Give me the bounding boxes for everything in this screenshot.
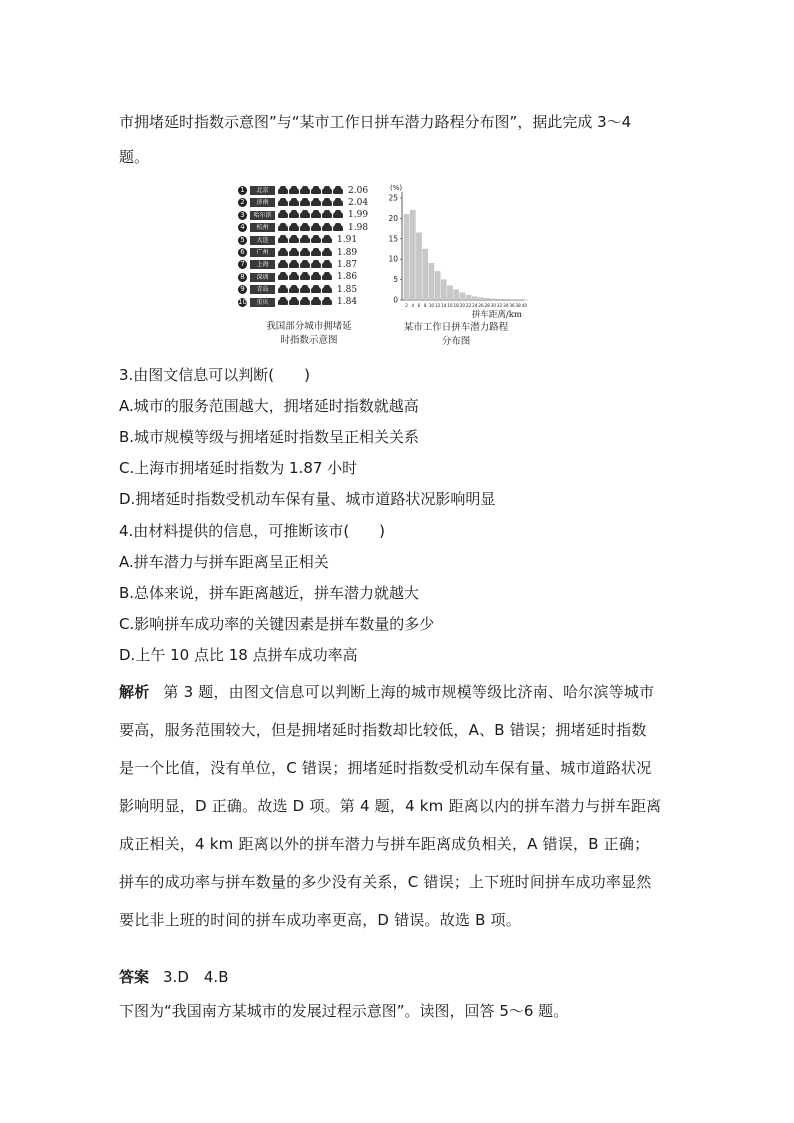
index-value: 2.04 xyxy=(348,197,369,208)
index-value: 1.84 xyxy=(337,297,358,308)
car-icons xyxy=(278,223,344,232)
x-tick-label: 24 xyxy=(472,303,478,308)
answer-label: 答案 xyxy=(119,968,150,986)
city-label: 深圳 xyxy=(250,273,275,282)
car-icon xyxy=(322,262,332,268)
car-icon xyxy=(300,200,310,206)
intro-line-2: 题。 xyxy=(119,148,150,166)
car-icon xyxy=(289,287,299,293)
index-value: 1.85 xyxy=(337,284,358,295)
car-icon xyxy=(278,212,288,218)
bar xyxy=(441,280,446,300)
question-3-option-a: A.城市的服务范围越大，拥堵延时指数就越高 xyxy=(119,397,419,415)
chart-caption-line2: 分布图 xyxy=(441,336,471,347)
explanation-line-3: 是一个比值，没有单位，C 错误；拥堵延时指数受机动车保有量、城市道路状况 xyxy=(119,759,652,777)
car-icons xyxy=(278,273,333,282)
x-tick-label: 38 xyxy=(515,303,521,308)
car-icons xyxy=(278,186,344,195)
bar xyxy=(454,290,459,300)
car-icon xyxy=(322,250,332,256)
congestion-row xyxy=(238,185,368,196)
car-icon xyxy=(322,299,332,305)
rank-badge: 9 xyxy=(238,285,247,294)
figure1-caption-line2: 时指数示意图 xyxy=(280,335,338,346)
car-icon xyxy=(311,274,321,280)
car-icon xyxy=(300,262,310,268)
x-tick-label: 36 xyxy=(509,303,515,308)
carpool-distance-chart xyxy=(376,178,546,348)
question-4-option-d: D.上午 10 点比 18 点拼车成功率高 xyxy=(119,646,358,664)
intro-line-1: 市拥堵延时指数示意图”与“某市工作日拼车潜力路程分布图”，据此完成 3～4 xyxy=(119,113,632,131)
car-icon xyxy=(311,225,321,231)
x-tick-label: 6 xyxy=(417,303,421,308)
x-tick-label: 4 xyxy=(411,303,415,308)
car-icon xyxy=(300,250,310,256)
rank-badge: 8 xyxy=(238,273,247,282)
question-3-option-c: C.上海市拥堵延时指数为 1.87 小时 xyxy=(119,459,358,477)
x-tick-label: 26 xyxy=(478,303,484,308)
car-icons xyxy=(278,236,333,245)
figure1-caption-line1: 我国部分城市拥堵延 xyxy=(266,321,352,332)
x-tick-label: 12 xyxy=(434,303,441,308)
congestion-row xyxy=(238,259,357,270)
bar xyxy=(435,271,440,300)
car-icon xyxy=(278,225,288,231)
bar xyxy=(466,295,471,300)
car-icon xyxy=(322,237,332,243)
car-icon xyxy=(289,200,299,206)
car-icons xyxy=(278,248,333,257)
car-icon xyxy=(289,237,299,243)
car-icon xyxy=(333,200,343,206)
answer-text: 3.D 4.B xyxy=(163,968,229,986)
car-icon xyxy=(322,188,332,194)
car-icon xyxy=(300,287,310,293)
question-3-option-d: D.拥堵延时指数受机动车保有量、城市道路状况影响明显 xyxy=(119,490,496,508)
x-tick-label: 2 xyxy=(405,303,408,308)
carpool-chart-svg xyxy=(376,178,546,348)
car-icon xyxy=(278,188,288,194)
y-tick-label: 10 xyxy=(388,254,398,264)
car-icon xyxy=(333,212,343,218)
rank-badge: 6 xyxy=(238,248,247,257)
index-value: 1.99 xyxy=(348,210,369,221)
bar xyxy=(491,299,496,300)
y-tick-label: 20 xyxy=(388,213,398,223)
city-label: 青岛 xyxy=(250,285,275,294)
answer-line xyxy=(119,966,228,987)
car-icon xyxy=(311,287,321,293)
bar xyxy=(423,249,428,300)
car-icon xyxy=(311,250,321,256)
question-3-option-b: B.城市规模等级与拥堵延时指数呈正相关关系 xyxy=(119,428,420,446)
bar xyxy=(447,286,452,300)
car-icon xyxy=(278,299,288,305)
x-tick-label: 40 xyxy=(521,303,528,308)
car-icons xyxy=(278,211,344,220)
congestion-index-figure xyxy=(238,183,398,346)
car-icon xyxy=(300,225,310,231)
car-icon xyxy=(300,212,310,218)
bar xyxy=(429,263,434,300)
city-label: 上海 xyxy=(250,260,275,269)
x-tick-label: 32 xyxy=(496,303,503,308)
y-axis-label: (%) xyxy=(390,184,403,192)
car-icon xyxy=(322,200,332,206)
car-icon xyxy=(333,188,343,194)
bar xyxy=(416,233,421,300)
city-label: 广州 xyxy=(250,248,275,257)
car-icon xyxy=(311,262,321,268)
bar xyxy=(460,293,465,300)
congestion-row xyxy=(238,222,368,233)
y-tick-label: 25 xyxy=(388,193,398,203)
chart-caption-line1: 某市工作日拼车潜力路程 xyxy=(403,322,509,333)
question-3: 3.由图文信息可以判断( ) xyxy=(119,366,311,384)
car-icon xyxy=(278,262,288,268)
x-tick-label: 8 xyxy=(423,303,427,308)
index-value: 1.98 xyxy=(348,222,369,233)
explanation-line-5: 成正相关，4 km 距离以外的拼车潜力与拼车距离成负相关，A 错误，B 正确； xyxy=(119,835,650,853)
explanation-line-4: 影响明显，D 正确。故选 D 项。第 4 题，4 km 距离以内的拼车潜力与拼车距离 xyxy=(119,797,662,815)
bar xyxy=(503,299,508,300)
car-icon xyxy=(322,287,332,293)
car-icon xyxy=(311,200,321,206)
x-tick-label: 34 xyxy=(503,303,509,308)
car-icon xyxy=(311,299,321,305)
question-4: 4.由材料提供的信息，可推断该市( ) xyxy=(119,522,386,540)
car-icon xyxy=(278,287,288,293)
city-label: 济南 xyxy=(250,198,275,207)
index-value: 1.91 xyxy=(337,235,358,246)
next-section-intro: 下图为“我国南方某城市的发展过程示意图”。读图，回答 5～6 题。 xyxy=(119,1002,569,1020)
car-icons xyxy=(278,298,333,307)
y-tick-label: 5 xyxy=(393,275,398,285)
city-label: 北京 xyxy=(250,186,275,195)
car-icon xyxy=(289,225,299,231)
car-icon xyxy=(300,299,310,305)
car-icon xyxy=(278,250,288,256)
bar xyxy=(410,210,415,300)
city-label: 杭州 xyxy=(250,223,275,232)
car-icon xyxy=(333,225,343,231)
congestion-row xyxy=(238,272,357,283)
car-icon xyxy=(289,262,299,268)
car-icon xyxy=(289,299,299,305)
y-tick-label: 0 xyxy=(393,295,398,305)
index-value: 1.89 xyxy=(337,247,358,258)
rank-badge: 7 xyxy=(238,260,247,269)
car-icons xyxy=(278,198,344,207)
congestion-row xyxy=(238,297,357,308)
explanation-label: 解析 xyxy=(119,683,150,701)
car-icon xyxy=(289,274,299,280)
x-tick-label: 30 xyxy=(490,303,497,308)
car-icon xyxy=(311,188,321,194)
x-tick-label: 20 xyxy=(459,303,466,308)
explanation-text-1: 第 3 题，由图文信息可以判断上海的城市规模等级比济南、哈尔滨等城市 xyxy=(163,683,655,701)
car-icon xyxy=(278,237,288,243)
congestion-row xyxy=(238,197,368,208)
x-axis-label: 拼车距离/km xyxy=(471,310,522,320)
car-icon xyxy=(300,237,310,243)
x-tick-label: 14 xyxy=(441,303,447,308)
rank-badge: 10 xyxy=(238,297,247,306)
car-icon xyxy=(311,212,321,218)
car-icon xyxy=(311,237,321,243)
city-label: 大连 xyxy=(250,236,275,245)
car-icon xyxy=(278,274,288,280)
explanation-line-1 xyxy=(119,681,654,702)
car-icon xyxy=(289,250,299,256)
explanation-line-7: 要比非上班的时间的拼车成功率更高，D 错误。故选 B 项。 xyxy=(119,911,521,929)
x-tick-label: 16 xyxy=(447,303,453,308)
city-label: 重庆 xyxy=(250,298,275,307)
car-icon xyxy=(300,274,310,280)
index-value: 1.86 xyxy=(337,272,358,283)
bar xyxy=(478,298,483,300)
congestion-row xyxy=(238,210,368,221)
congestion-row xyxy=(238,235,357,246)
bar xyxy=(472,297,477,300)
question-4-option-a: A.拼车潜力与拼车距离呈正相关 xyxy=(119,553,329,571)
x-tick-label: 28 xyxy=(484,303,490,308)
car-icon xyxy=(278,200,288,206)
x-tick-label: 10 xyxy=(428,303,435,308)
rank-badge: 1 xyxy=(238,186,247,195)
index-value: 2.06 xyxy=(348,185,369,196)
bar xyxy=(485,298,490,300)
explanation-line-6: 拼车的成功率与拼车数量的多少没有关系，C 错误；上下班时间拼车成功率显然 xyxy=(119,873,652,891)
car-icon xyxy=(322,225,332,231)
congestion-row xyxy=(238,284,357,295)
car-icon xyxy=(322,274,332,280)
x-tick-label: 18 xyxy=(453,303,459,308)
car-icon xyxy=(300,188,310,194)
question-4-option-c: C.影响拼车成功率的关键因素是拼车数量的多少 xyxy=(119,615,435,633)
question-4-option-b: B.总体来说，拼车距离越近，拼车潜力就越大 xyxy=(119,584,420,602)
car-icon xyxy=(289,212,299,218)
index-value: 1.87 xyxy=(337,259,358,270)
rank-badge: 4 xyxy=(238,223,247,232)
car-icons xyxy=(278,260,333,269)
rank-badge: 2 xyxy=(238,198,247,207)
x-tick-label: 22 xyxy=(465,303,472,308)
bar xyxy=(497,299,502,300)
car-icon xyxy=(322,212,332,218)
rank-badge: 3 xyxy=(238,211,247,220)
congestion-row xyxy=(238,247,357,258)
y-tick-label: 15 xyxy=(388,234,398,244)
car-icon xyxy=(289,188,299,194)
bar xyxy=(404,214,409,300)
rank-badge: 5 xyxy=(238,236,247,245)
city-label: 哈尔滨 xyxy=(250,211,275,220)
explanation-line-2: 要高，服务范围较大，但是拥堵延时指数却比较低，A、B 错误；拥堵延时指数 xyxy=(119,721,647,739)
car-icons xyxy=(278,285,333,294)
